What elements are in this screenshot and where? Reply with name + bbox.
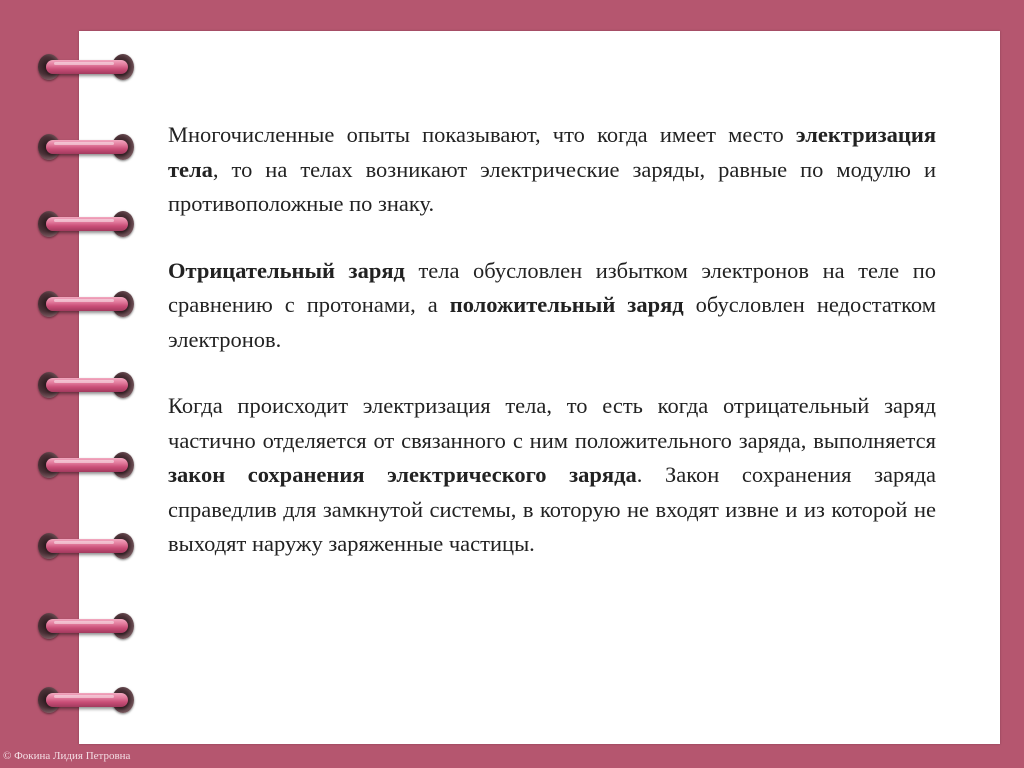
ring-bar-icon (46, 140, 128, 154)
text-run: Многочисленные опыты показывают, что когда имеет место (168, 122, 796, 147)
paragraph-2 (168, 254, 936, 358)
binding-ring-icon (38, 691, 134, 709)
ring-bar-icon (46, 297, 128, 311)
binding-ring-icon (38, 537, 134, 555)
text-run: Когда происходит электризация тела, то есть когда отрицательный заряд частично отделяется от связанного с ним положительного заряда, выполняется (168, 393, 936, 453)
bold-term: закон сохранения электрического заряда (168, 462, 637, 487)
paragraph-3 (168, 389, 936, 562)
ring-bar-icon (46, 458, 128, 472)
binding-ring-icon (38, 376, 134, 394)
binding-ring-icon (38, 617, 134, 635)
bold-term: положительный заряд (449, 292, 684, 317)
binding-ring-icon (38, 138, 134, 156)
binding-ring-icon (38, 456, 134, 474)
text-run: тела обусловлен избытком электронов на теле по сравнению с протонами, а (168, 257, 937, 317)
binding-ring-icon (38, 215, 134, 233)
text-run: . Закон сохранения заряда справедлив для замкнутой системы, в которую не входят извне и из которой не выходят наружу заряженные частицы. (168, 462, 937, 556)
text-run: обусловлен недостатком электронов. (168, 292, 936, 352)
binding-ring-icon (38, 58, 134, 76)
ring-bar-icon (46, 539, 128, 553)
ring-bar-icon (46, 217, 128, 231)
ring-bar-icon (46, 619, 128, 633)
slide-text (168, 118, 936, 594)
bold-term: Отрицательный заряд (168, 257, 405, 283)
bold-term: электризация тела (168, 122, 936, 182)
spiral-binding (0, 0, 140, 768)
binding-ring-icon (38, 295, 134, 313)
copyright-label: © Фокина Лидия Петровна (3, 750, 131, 762)
ring-bar-icon (46, 60, 128, 74)
ring-bar-icon (46, 693, 128, 707)
text-run: , то на телах возникают электрические заряды, равные по модулю и противоположные по знаку. (168, 156, 936, 216)
ring-bar-icon (46, 378, 128, 392)
paragraph-1 (168, 118, 936, 222)
